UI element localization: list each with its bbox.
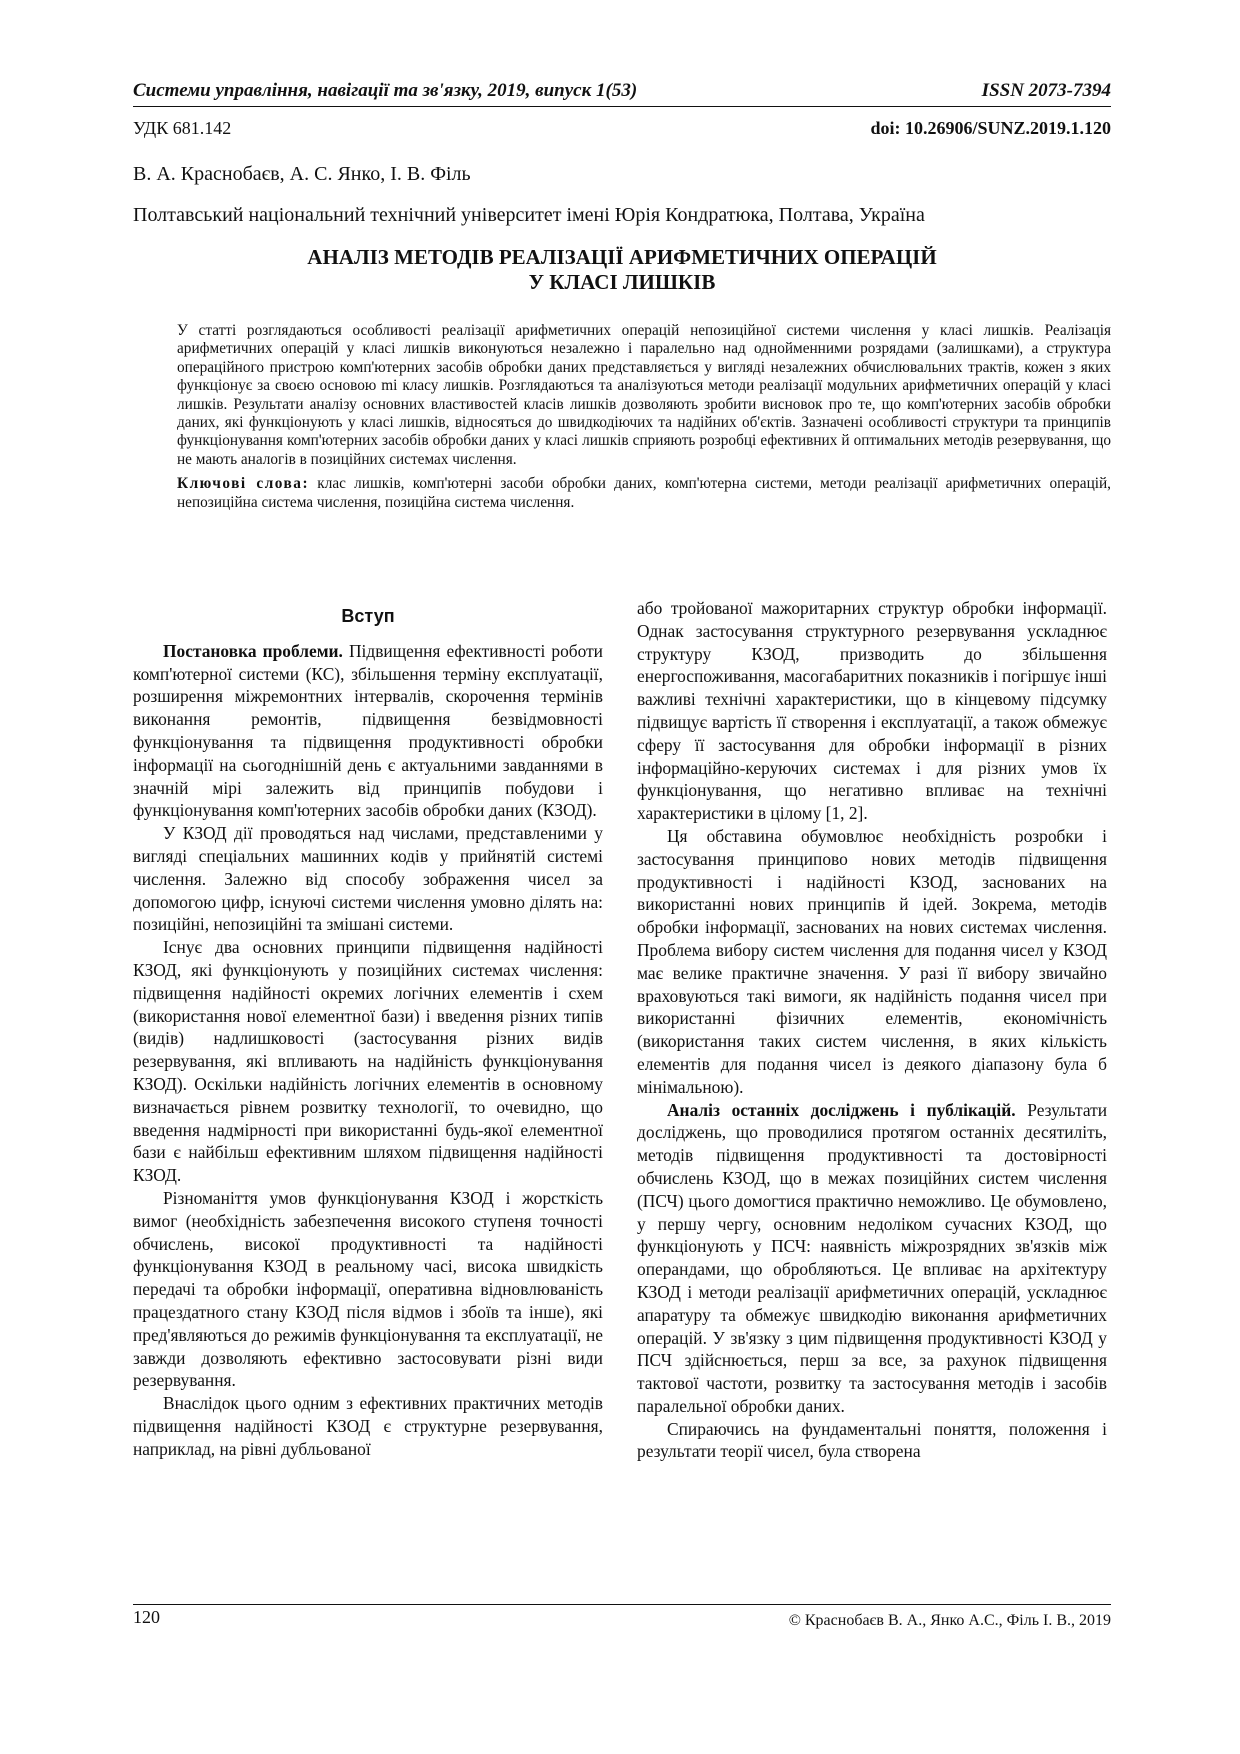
journal-title: Системи управління, навігації та зв'язку, 2019, випуск 1(53) (133, 80, 638, 101)
authors: В. А. Краснобаєв, А. С. Янко, І. В. Філь (133, 163, 471, 185)
keywords-label: Ключові слова: (177, 475, 310, 493)
affiliation: Полтавський національний технічний університет імені Юрія Кондратюка, Полтава, Україна (133, 204, 925, 226)
abstract (177, 322, 1111, 512)
copyright: © Краснобаєв В. А., Янко А.С., Філь І. В., 2019 (788, 1612, 1111, 1629)
paragraph (637, 1099, 1107, 1418)
paragraph-heading: Постановка проблеми. (163, 640, 343, 661)
paper-title (133, 245, 1111, 295)
abstract-text: У статті розглядаються особливості реалізації арифметичних операцій непозиційної системи числення у класі лишків. Реалізація арифметичних операцій у класі лишків виконуються незалежно і паралельно над однойменними розрядами (залишками), а структура операційного пристрою комп'ютерних засобів обробки даних представляється у вигляді незалежних обчислювальних трактів, кожен з яких функціонує за своєю основою mi класу лишків. Розглядаються та аналізуються методи реалізації модульних арифметичних операцій у класі лишків. Результати аналізу основних властивостей класів лишків дозволяють зробити висновок про те, що комп'ютерних засобів обробки даних, які функціонують у класі лишків, відносяться до швидкодіючих та надійних об'єктів. Зазначені особливості структури та принципів функціонування комп'ютерних засобів обробки даних у класі лишків сприяють розробці ефективних й оптимальних методів резервування, що не мають аналогів в позиційних системах числення. (177, 322, 1111, 468)
paragraph: або тройованої мажоритарних структур обробки інформації. Однак застосування структурного резервування ускладнює структуру КЗОД, призводить до збільшення енергоспоживання, масогабаритних показників і погіршує інші важливі технічні характеристики, що в кінцевому підсумку підвищує вартість її створення і експлуатації, а також обмежує сферу її застосування для обробки інформації в різних інформаційно-керуючих системах і для різних умов їх функціонування, що негативно впливає на технічні характеристики в цілому [1, 2]. (637, 598, 1107, 824)
paragraph: У КЗОД дії проводяться над числами, представленими у вигляді спеціальних машинних кодів у прийнятій системі числення. Залежно від способу зображення чисел за допомогою цифр, існуючі системи числення умовно ділять на: позиційні, непозиційні та змішані системи. (133, 823, 603, 935)
header-rule (133, 106, 1111, 107)
doi: doi: 10.26906/SUNZ.2019.1.120 (870, 118, 1111, 138)
issn: ISSN 2073-7394 (981, 80, 1111, 101)
paragraph: Внаслідок цього одним з ефективних практичних методів підвищення надійності КЗОД є структурне резервування, наприклад, на рівні дубльованої (133, 1393, 603, 1459)
paragraph-text: Підвищення ефективності роботи комп'ютерної системи (КС), збільшення терміну експлуатації, розширення міжремонтних інтервалів, скорочення термінів виконання ремонтів, підвищення безвідмовності функціонування та підвищення продуктивності обробки інформації на сьогоднішній день є актуальними завданнями в значній мірі залежить від принципів побудови і функціонування комп'ютерних засобів обробки даних (КЗОД). (133, 640, 603, 821)
right-column (637, 597, 1107, 1463)
paragraph (133, 640, 603, 822)
footer-rule (133, 1604, 1111, 1605)
keywords-text: клас лишків, комп'ютерні засоби обробки даних, комп'ютерна системи, методи реалізації арифметичних операцій, непозиційна система числення, позиційна система числення. (177, 475, 1112, 511)
paragraph: Різноманіття умов функціонування КЗОД і жорсткість вимог (необхідність забезпечення високого ступеня точності обчислень, високої продуктивності та надійності функціонування КЗОД в реальному часі, висока швидкість передачі та обробки інформації, оперативна відновлюваність працездатного стану КЗОД після відмов і збоїв та інше), які пред'являються до режимів функціонування та експлуатації, не завжди дозволяють ефективно застосовувати різні види резервування. (133, 1187, 603, 1391)
page-number: 120 (133, 1607, 160, 1627)
paragraph: Спираючись на фундаментальні поняття, положення і результати теорії чисел, була створена (637, 1418, 1107, 1462)
paragraph-text: Результати досліджень, що проводилися протягом останніх десятиліть, методів підвищення продуктивності та достовірності обчислень КЗОД, що в межах позиційних систем числення (ПСЧ) цього домогтися практично неможливо. Це обумовлено, у першу чергу, основним недоліком сучасних КЗОД, що функціонують у ПСЧ: наявність міжрозрядних зв'язків між операндами, що обробляються. Це впливає на архітектуру КЗОД і методи реалізації арифметичних операцій, ускладнює апаратуру та обмежує швидкодію виконання арифметичних операцій. У зв'язку з цим підвищення продуктивності КЗОД у ПСЧ здійснюється, перш за все, за рахунок підвищення тактової частоти, розвитку та застосування методів і засобів паралельної обробки даних. (637, 1099, 1108, 1416)
paper-title-line-2: У КЛАСІ ЛИШКІВ (528, 270, 716, 294)
paragraph: Ця обставина обумовлює необхідність розробки і застосування принципово нових методів підвищення продуктивності і надійності КЗОД, заснованих на використанні нових принципів й ідей. Зокрема, методів обробки інформації, заснованих на нових системах числення. Проблема вибору систем числення для подання чисел у КЗОД має велике практичне значення. У разі її вибору звичайно враховуються такі вимоги, як надійність подання чисел при використанні фізичних елементів, економічність (використання таких систем числення, в яких кількість елементів для подання чисел із деякого діапазону була б мінімальною). (637, 825, 1107, 1097)
keywords (177, 475, 1111, 512)
left-column (133, 605, 603, 1460)
udk-code: УДК 681.142 (133, 118, 232, 138)
paper-title-line-1: АНАЛІЗ МЕТОДІВ РЕАЛІЗАЦІЇ АРИФМЕТИЧНИХ ОПЕРАЦІЙ (307, 245, 937, 269)
paragraph-heading: Аналіз останніх досліджень і публікацій. (667, 1099, 1016, 1120)
paragraph: Існує два основних принципи підвищення надійності КЗОД, які функціонують у позиційних системах числення: підвищення надійності окремих логічних елементів і схем (використання нової елементної бази) і введення різних типів (видів) надлишковості (застосування різних видів резервування, які впливають на надійність функціонування КЗОД). Оскільки надійність логічних елементів в основному визначається рівнем розвитку технології, то очевидно, що введення надмірності при використанні будь-якої елементної бази є найбільш ефективним шляхом підвищення надійності КЗОД. (133, 937, 603, 1186)
section-title: Вступ (341, 606, 395, 626)
running-header (133, 76, 1111, 106)
